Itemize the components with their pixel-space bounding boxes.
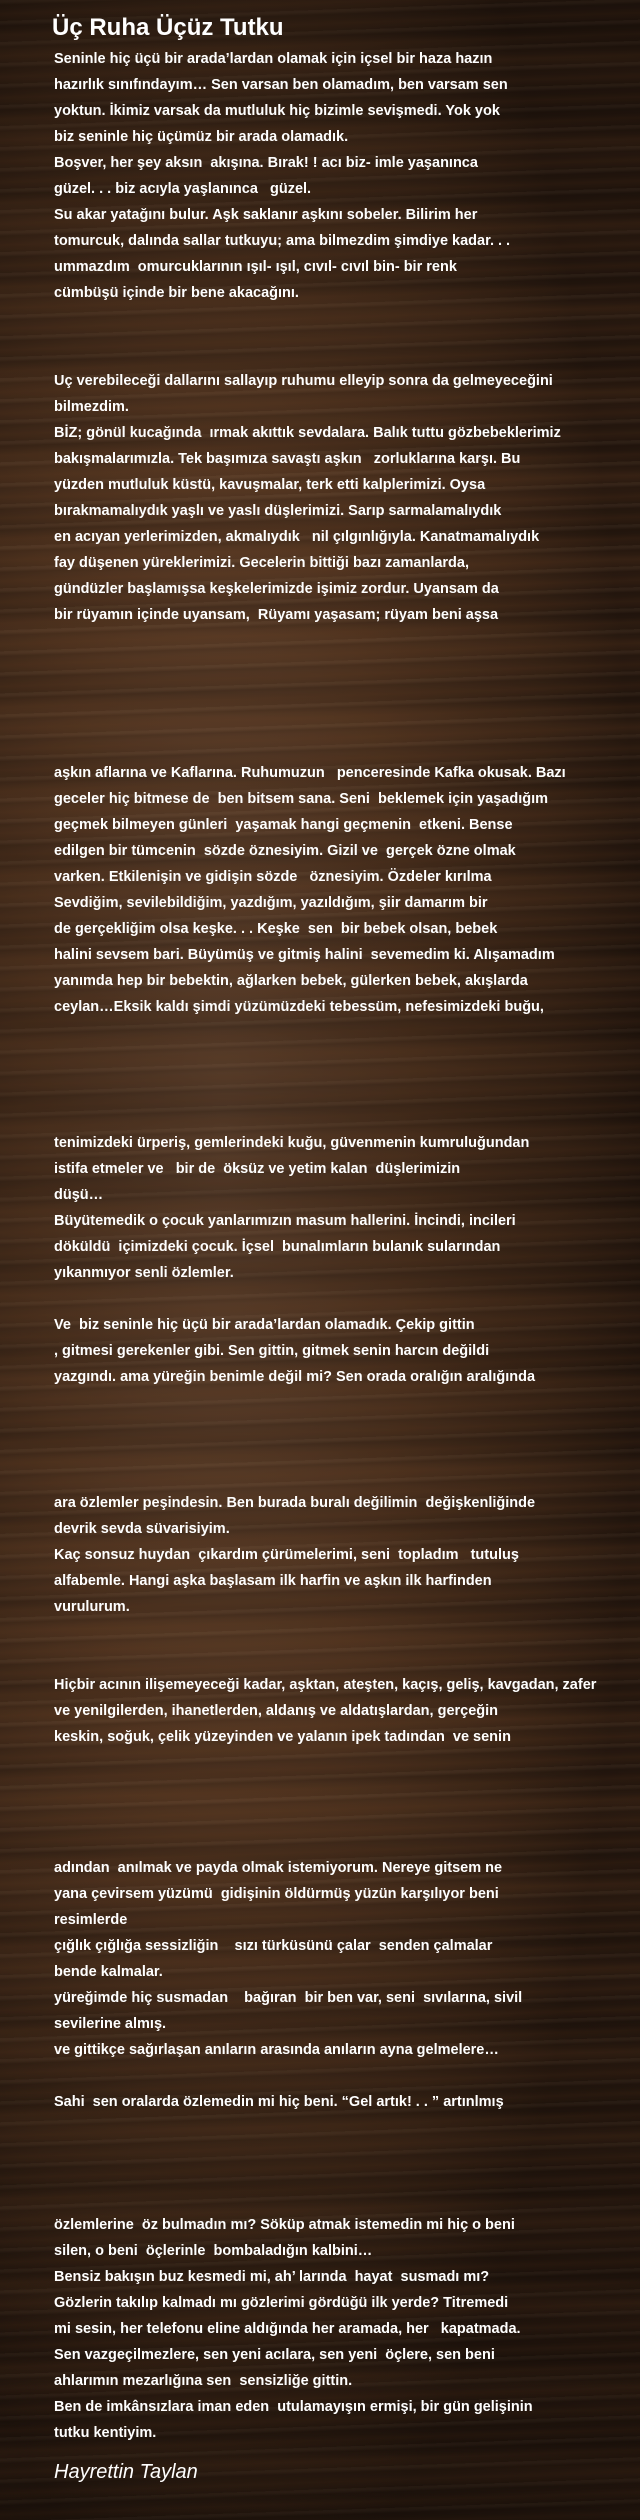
- poem-title: Üç Ruha Üçüz Tutku: [52, 14, 284, 41]
- poem-stanza-5: ara özlemler peşindesin. Ben burada buralı değilimin değişkenliğinde devrik sevda süvarisiyim. Kaç sonsuz huydan çıkardım çürümelerimi, seni topladım tutuluş alfabemle. Hangi aşka başlasam ilk harfin ve aşkın ilk harfinden vurulurum. Hiçbir acının ilişemeyeceği kadar, aşktan, ateşten, kaçış, geliş, kavgadan, zafer ve yenilgilerden, ihanetlerden, aldanış ve aldatışlardan, gerçeğin keskin, soğuk, çelik yüzeyinden ve yalanın ipek tadından ve senin: [54, 1495, 597, 1745]
- poem-stanza-2: Uç verebileceği dallarını sallayıp ruhumu elleyip sonra da gelmeyeceğini bilmezdim. BİZ; gönül kucağında ırmak akıttık sevdalara. Balık tuttu gözbebeklerimiz bakışmalarımızla. Tek başımıza savaştı aşkın zorluklarına karşı. Bu yüzden mutluluk küstü, kavuşmalar, terk etti kalplerimizi. Oysa bırakmamalıydık yaşlı ve yaslı düşlerimizi. Sarıp sarmalamalıydık en acıyan yerlerimizden, akmalıydık nil çılgınlığıyla. Kanatmamalıydık fay düşenen yüreklerimizi. Gecelerin bittiği bazı zamanlarda, gündüzler başlamışsa keşkelerimizde işimiz zordur. Uyansam da bir rüyamın içinde uyansam, Rüyamı yaşasam; rüyam beni aşsa: [54, 373, 561, 623]
- poem-stanza-1: Seninle hiç üçü bir arada’lardan olamak için içsel bir haza hazın hazırlık sınıfındayım… Sen varsan ben olamadım, ben varsam sen yoktun. İkimiz varsak da mutluluk hiç bizimle sevişmedi. Yok yok biz seninle hiç üçümüz bir arada olamadık. Boşver, her şey aksın akışına. Bırak! ! acı biz- imle yaşanınca güzel. . . biz acıyla yaşlanınca güzel. Su akar yatağını bulur. Aşk saklanır aşkını sobeler. Bilirim her tomurcuk, dalında sallar tutkuyu; ama bilmezdim şimdiye kadar. . . ummazdım omurcuklarının ışıl- ışıl, cıvıl- cıvıl bin- bir renk cümbüşü içinde bir bene akacağını.: [54, 51, 511, 301]
- poem-stanza-3: aşkın aflarına ve Kaflarına. Ruhumuzun penceresinde Kafka okusak. Bazı geceler hiç bitmese de ben bitsem sana. Seni beklemek için yaşadığım geçmek bilmeyen günleri yaşamak hangi geçmenin etkeni. Bense edilgen bir tümcenin sözde öznesiyim. Gizil ve gerçek özne olmak varken. Etkilenişin ve gidişin sözde öznesiyim. Özdeler kırılma Sevdiğim, sevilebildiğim, yazdığım, yazıldığım, şiir damarım bir de gerçekliğim olsa keşke. . . Keşke sen bir bebek olsan, bebek halini sevsem bari. Büyümüş ve gitmiş halini sevemedim ki. Alışamadım yanımda hep bir bebektin, ağlarken bebek, gülerken bebek, akışlarda ceylan…Eksik kaldı şimdi yüzümüzdeki tebessüm, nefesimizdeki buğu,: [54, 765, 566, 1015]
- poem-stanza-4: tenimizdeki ürperiş, gemlerindeki kuğu, güvenmenin kumruluğundan istifa etmeler ve bir de öksüz ve yetim kalan düşlerimizin düşü… Büyütemedik o çocuk yanlarımızın masum hallerini. İncindi, incileri döküldü içimizdeki çocuk. İçsel bunalımların bulanık sularından yıkanmıyor senli özlemler. Ve biz seninle hiç üçü bir arada’lardan olamadık. Çekip gittin , gitmesi gerekenler gibi. Sen gittin, gitmek senin harcın değildi yazgındı. ama yüreğin benimle değil mi? Sen orada oralığın aralığında: [54, 1135, 536, 1385]
- poem-stanza-6: adından anılmak ve payda olmak istemiyorum. Nereye gitsem ne yana çevirsem yüzümü gidişinin öldürmüş yüzün karşılıyor beni resimlerde çığlık çığlığa sessizliğin sızı türküsünü çalar senden çalmalar bende kalmalar. yüreğimde hiç susmadan bağıran bir ben var, seni sıvılarına, sivil sevilerine almış. ve gittikçe sağırlaşan anıların arasında anıların ayna gelmelere… Sahi sen oralarda özlemedin mi hiç beni. “Gel artık! . . ” artınlmış: [54, 1860, 523, 2110]
- poem-stanza-7: özlemlerine öz bulmadın mı? Söküp atmak istemedin mi hiç o beni silen, o beni öçlerinle bombaladığın kalbini… Bensiz bakışın buz kesmedi mi, ah’ larında hayat susmadı mı? Gözlerin takılıp kalmadı mı gözlerimi gördüğü ilk yerde? Titremedi mi sesin, her telefonu eline aldığında her aramada, her kapatmada. Sen vazgeçilmezlere, sen yeni acılara, sen yeni öçlere, sen beni ahlarımın mezarlığına sen sensizliğe gittin. Ben de imkânsızlara iman eden utulamayışın ermişi, bir gün gelişinin tutku kentiyim.: [54, 2217, 533, 2441]
- poem-author: Hayrettin Taylan: [54, 2461, 198, 2483]
